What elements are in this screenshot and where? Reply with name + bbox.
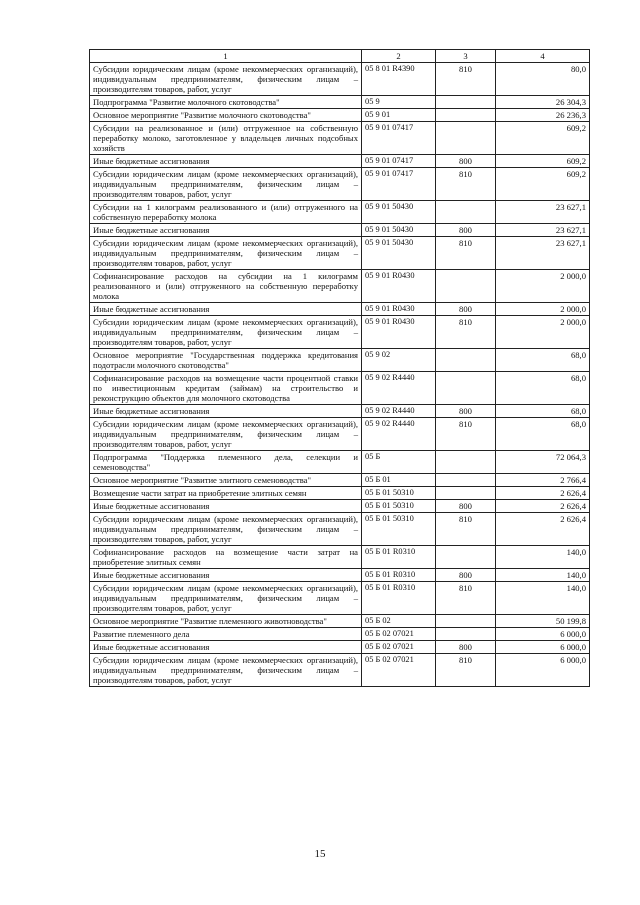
row-type-cell: 800	[436, 303, 496, 316]
row-sum-cell: 23 627,1	[496, 201, 590, 224]
table-row	[90, 96, 590, 109]
row-name-cell: Субсидии на 1 килограмм реализованного и (или) отгруженного на собственную переработку молока	[90, 201, 362, 224]
row-code-cell: 05 9 01 07417	[362, 155, 436, 168]
row-type-cell	[436, 109, 496, 122]
row-name-cell: Субсидии юридическим лицам (кроме некоммерческих организаций), индивидуальным предпринимателям, физическим лицам – производителям товаров, работ, услуг	[90, 168, 362, 201]
budget-table-body	[90, 50, 590, 687]
header-col-2: 2	[362, 50, 436, 63]
row-code-cell: 05 Б 01 R0310	[362, 569, 436, 582]
table-row	[90, 237, 590, 270]
row-name-cell: Основное мероприятие "Государственная поддержка кредитования подотрасли молочного скотоводства"	[90, 349, 362, 372]
table-row	[90, 487, 590, 500]
row-name-cell: Основное мероприятие "Развитие молочного скотоводства"	[90, 109, 362, 122]
row-sum-cell: 140,0	[496, 582, 590, 615]
row-name-cell: Иные бюджетные ассигнования	[90, 569, 362, 582]
row-type-cell: 810	[436, 237, 496, 270]
row-code-cell: 05 Б 01 50310	[362, 513, 436, 546]
row-type-cell: 800	[436, 405, 496, 418]
row-sum-cell: 23 627,1	[496, 237, 590, 270]
row-name-cell: Основное мероприятие "Развитие племенного животноводства"	[90, 615, 362, 628]
row-name-cell: Иные бюджетные ассигнования	[90, 641, 362, 654]
table-row	[90, 122, 590, 155]
row-code-cell: 05 9 02 R4440	[362, 405, 436, 418]
row-code-cell: 05 9 01 50430	[362, 237, 436, 270]
row-name-cell: Иные бюджетные ассигнования	[90, 303, 362, 316]
row-sum-cell: 68,0	[496, 349, 590, 372]
row-sum-cell: 2 000,0	[496, 270, 590, 303]
row-code-cell: 05 9 01 R0430	[362, 316, 436, 349]
row-sum-cell: 2 626,4	[496, 487, 590, 500]
table-row	[90, 155, 590, 168]
row-name-cell: Софинансирование расходов на возмещение части процентной ставки по инвестиционным кредитам (займам) на строительство и реконструкцию объектов для молочного скотоводства	[90, 372, 362, 405]
row-sum-cell: 2 766,4	[496, 474, 590, 487]
row-name-cell: Подпрограмма "Поддержка племенного дела, селекции и семеноводства"	[90, 451, 362, 474]
table-row	[90, 349, 590, 372]
row-type-cell	[436, 201, 496, 224]
row-sum-cell: 2 626,4	[496, 513, 590, 546]
table-row	[90, 201, 590, 224]
header-col-3: 3	[436, 50, 496, 63]
table-row	[90, 582, 590, 615]
row-type-cell	[436, 474, 496, 487]
row-code-cell: 05 9	[362, 96, 436, 109]
table-row	[90, 451, 590, 474]
row-sum-cell: 6 000,0	[496, 628, 590, 641]
row-sum-cell: 68,0	[496, 372, 590, 405]
row-name-cell: Иные бюджетные ассигнования	[90, 500, 362, 513]
row-name-cell: Иные бюджетные ассигнования	[90, 224, 362, 237]
table-row	[90, 316, 590, 349]
row-name-cell: Основное мероприятие "Развитие элитного семеноводства"	[90, 474, 362, 487]
row-sum-cell: 140,0	[496, 569, 590, 582]
row-type-cell: 810	[436, 63, 496, 96]
row-type-cell	[436, 270, 496, 303]
row-sum-cell: 2 000,0	[496, 316, 590, 349]
table-row	[90, 628, 590, 641]
row-sum-cell: 609,2	[496, 155, 590, 168]
row-type-cell: 810	[436, 168, 496, 201]
row-type-cell: 810	[436, 316, 496, 349]
row-code-cell: 05 Б 02 07021	[362, 628, 436, 641]
row-name-cell: Субсидии юридическим лицам (кроме некоммерческих организаций), индивидуальным предпринимателям, физическим лицам – производителям товаров, работ, услуг	[90, 237, 362, 270]
header-col-4: 4	[496, 50, 590, 63]
row-name-cell: Возмещение части затрат на приобретение элитных семян	[90, 487, 362, 500]
row-sum-cell: 2 626,4	[496, 500, 590, 513]
row-type-cell	[436, 372, 496, 405]
row-sum-cell: 609,2	[496, 168, 590, 201]
row-sum-cell: 6 000,0	[496, 641, 590, 654]
row-sum-cell: 6 000,0	[496, 654, 590, 687]
row-code-cell: 05 9 01 07417	[362, 122, 436, 155]
row-code-cell: 05 Б 01 R0310	[362, 546, 436, 569]
row-type-cell	[436, 96, 496, 109]
header-row	[90, 50, 590, 63]
table-row	[90, 546, 590, 569]
row-code-cell: 05 9 02 R4440	[362, 418, 436, 451]
row-code-cell: 05 Б 01 R0310	[362, 582, 436, 615]
row-name-cell: Софинансирование расходов на возмещение части затрат на приобретение элитных семян	[90, 546, 362, 569]
row-code-cell: 05 9 01 50430	[362, 201, 436, 224]
row-sum-cell: 26 304,3	[496, 96, 590, 109]
table-row	[90, 654, 590, 687]
row-code-cell: 05 Б	[362, 451, 436, 474]
row-name-cell: Субсидии юридическим лицам (кроме некоммерческих организаций), индивидуальным предпринимателям, физическим лицам – производителям товаров, работ, услуг	[90, 654, 362, 687]
table-row	[90, 168, 590, 201]
row-name-cell: Подпрограмма "Развитие молочного скотоводства"	[90, 96, 362, 109]
row-name-cell: Иные бюджетные ассигнования	[90, 155, 362, 168]
row-sum-cell: 80,0	[496, 63, 590, 96]
row-type-cell	[436, 628, 496, 641]
row-type-cell: 800	[436, 224, 496, 237]
row-name-cell: Иные бюджетные ассигнования	[90, 405, 362, 418]
row-name-cell: Субсидии юридическим лицам (кроме некоммерческих организаций), индивидуальным предпринимателям, физическим лицам – производителям товаров, работ, услуг	[90, 513, 362, 546]
row-code-cell: 05 Б 02 07021	[362, 641, 436, 654]
table-row	[90, 474, 590, 487]
row-type-cell	[436, 546, 496, 569]
table-row	[90, 569, 590, 582]
row-name-cell: Субсидии юридическим лицам (кроме некоммерческих организаций), индивидуальным предпринимателям, физическим лицам – производителям товаров, работ, услуг	[90, 316, 362, 349]
row-sum-cell: 50 199,8	[496, 615, 590, 628]
row-name-cell: Развитие племенного дела	[90, 628, 362, 641]
row-code-cell: 05 Б 02	[362, 615, 436, 628]
table-row	[90, 270, 590, 303]
row-sum-cell: 2 000,0	[496, 303, 590, 316]
row-type-cell: 800	[436, 569, 496, 582]
row-code-cell: 05 9 01 R0430	[362, 270, 436, 303]
table-row	[90, 615, 590, 628]
budget-table	[89, 49, 590, 687]
table-row	[90, 303, 590, 316]
row-sum-cell: 609,2	[496, 122, 590, 155]
table-row	[90, 418, 590, 451]
row-type-cell: 810	[436, 654, 496, 687]
row-code-cell: 05 9 01	[362, 109, 436, 122]
row-type-cell: 810	[436, 513, 496, 546]
table-row	[90, 405, 590, 418]
page-number: 15	[314, 848, 326, 860]
table-row	[90, 109, 590, 122]
row-sum-cell: 68,0	[496, 405, 590, 418]
row-code-cell: 05 9 01 R0430	[362, 303, 436, 316]
row-type-cell	[436, 615, 496, 628]
row-type-cell: 810	[436, 418, 496, 451]
row-type-cell: 800	[436, 155, 496, 168]
row-code-cell: 05 9 01 07417	[362, 168, 436, 201]
row-type-cell	[436, 487, 496, 500]
row-name-cell: Субсидии на реализованное и (или) отгруженное на собственную переработку молоко, заготовленное у владельцев личных подсобных хозяйств	[90, 122, 362, 155]
row-type-cell	[436, 451, 496, 474]
row-code-cell: 05 8 01 R4390	[362, 63, 436, 96]
row-code-cell: 05 Б 02 07021	[362, 654, 436, 687]
row-code-cell: 05 9 02	[362, 349, 436, 372]
row-sum-cell: 26 236,3	[496, 109, 590, 122]
table-row	[90, 500, 590, 513]
header-col-1: 1	[90, 50, 362, 63]
row-sum-cell: 68,0	[496, 418, 590, 451]
row-type-cell	[436, 122, 496, 155]
row-sum-cell: 23 627,1	[496, 224, 590, 237]
row-name-cell: Субсидии юридическим лицам (кроме некоммерческих организаций), индивидуальным предпринимателям, физическим лицам – производителям товаров, работ, услуг	[90, 63, 362, 96]
row-type-cell	[436, 349, 496, 372]
table-row	[90, 63, 590, 96]
row-code-cell: 05 Б 01 50310	[362, 487, 436, 500]
table-row	[90, 224, 590, 237]
table-row	[90, 513, 590, 546]
row-code-cell: 05 Б 01 50310	[362, 500, 436, 513]
row-name-cell: Субсидии юридическим лицам (кроме некоммерческих организаций), индивидуальным предпринимателям, физическим лицам – производителям товаров, работ, услуг	[90, 418, 362, 451]
row-code-cell: 05 Б 01	[362, 474, 436, 487]
row-name-cell: Софинансирование расходов на субсидии на 1 килограмм реализованного и (или) отгруженного на собственную переработку молока	[90, 270, 362, 303]
row-code-cell: 05 9 02 R4440	[362, 372, 436, 405]
row-sum-cell: 72 064,3	[496, 451, 590, 474]
row-name-cell: Субсидии юридическим лицам (кроме некоммерческих организаций), индивидуальным предпринимателям, физическим лицам – производителям товаров, работ, услуг	[90, 582, 362, 615]
row-code-cell: 05 9 01 50430	[362, 224, 436, 237]
row-type-cell: 810	[436, 582, 496, 615]
table-row	[90, 372, 590, 405]
row-sum-cell: 140,0	[496, 546, 590, 569]
row-type-cell: 800	[436, 641, 496, 654]
table-row	[90, 641, 590, 654]
row-type-cell: 800	[436, 500, 496, 513]
